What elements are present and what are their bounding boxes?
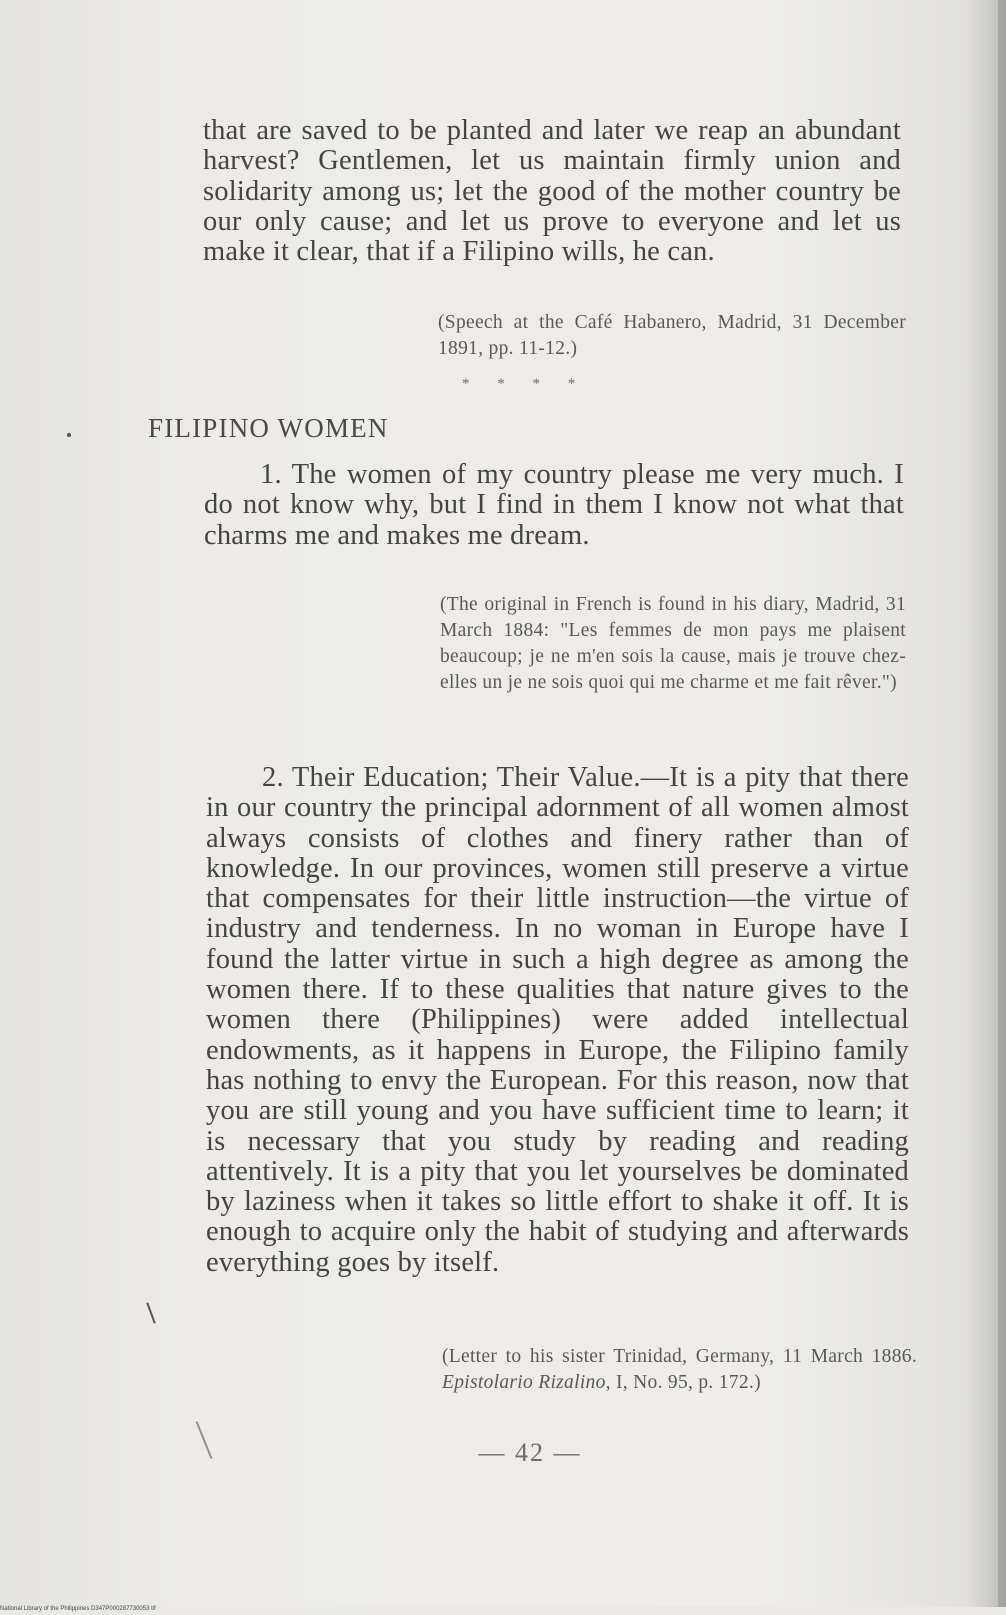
item2-citation-block	[442, 1344, 917, 1396]
item1-block	[204, 460, 904, 551]
page-edge-shadow	[998, 0, 1006, 1607]
item2-citation	[442, 1344, 917, 1396]
section-heading-block	[148, 413, 548, 444]
scan-stroke-2	[196, 1421, 213, 1459]
speech-paragraph: that are saved to be planted and later we reap an abundant harvest? Gentlemen, let us maintain firmly union and solidarity among us; let the good of the mother country be our only cause; and let us prove to everyone and let us make it clear, that if a Filipino wills, he can.	[203, 115, 901, 268]
item1-paragraph: 1. The women of my country please me very much. I do not know why, but I find in them I know not what that charms me and makes me dream.	[204, 459, 904, 551]
page-number-block	[470, 1438, 590, 1468]
section-heading: FILIPINO WOMEN	[148, 413, 389, 443]
footer-block	[0, 1597, 400, 1615]
speech-paragraph-block	[203, 116, 901, 267]
speech-citation: (Speech at the Café Habanero, Madrid, 31 December 1891, pp. 11-12.)	[438, 312, 906, 359]
citation-text-end: I, No. 95, p. 172.)	[610, 1372, 761, 1393]
item2-paragraph: 2. Their Education; Their Value.—It is a pity that there in our country the principal adornment of all women almost always consists of clothes and finery rather than of knowledge. In our provinces, women still preserve a virtue that compensates for their little instruction—the virtue of industry and tenderness. In no woman in Europe have I found the latter virtue in such a high degree as among the women there. If to these qualities that nature gives to the women there (Philippines) were added intellectual endowments, as it happens in Europe, the Filipino family has nothing to envy the European. For this reason, now that you are still young and you have sufficient time to learn; it is necessary that you study by reading and reading attentively. It is a pity that you let yourselves be dominated by laziness when it takes so little effort to shake it off. It is enough to acquire only the habit of studying and afterwards everything goes by itself.	[206, 762, 909, 1278]
page-number: — 42 —	[478, 1438, 582, 1467]
scan-speck	[67, 433, 71, 437]
citation-book-title: Epistolario Rizalino,	[442, 1372, 611, 1393]
scan-stroke-1	[146, 1302, 155, 1323]
citation-text-start: (Letter to his sister Trinidad, Germany, 11 March 1886.	[442, 1346, 917, 1367]
item2-block	[206, 763, 909, 1278]
scan-footer: National Library of the Philippines D347P000287730053 tif	[0, 1606, 156, 1612]
separator-block	[462, 375, 602, 393]
speech-citation-block	[438, 310, 906, 362]
section-separator: * * * *	[462, 376, 588, 392]
item1-citation-block	[440, 592, 906, 696]
item1-citation: (The original in French is found in his diary, Madrid, 31 March 1884: "Les femmes de mon pays me plaisent beaucoup; je ne m'en sois la cause, mais je trouve chez-elles un je ne sois quoi qui me charme et me fait rêver.")	[440, 594, 906, 693]
